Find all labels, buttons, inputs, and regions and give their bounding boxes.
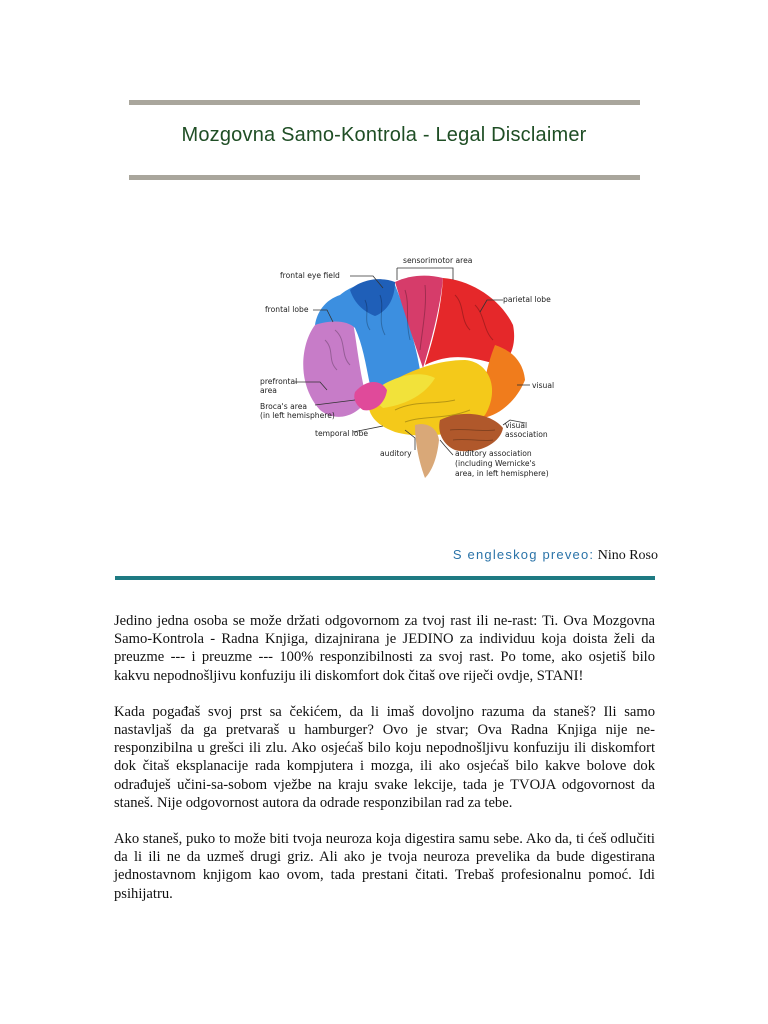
- cerebellum-shape: [439, 414, 503, 451]
- label-sensorimotor: sensorimotor area: [403, 256, 473, 265]
- label-frontal-lobe: frontal lobe: [265, 305, 309, 314]
- top-rule: [129, 100, 640, 105]
- label-temporal-lobe: temporal lobe: [315, 429, 369, 438]
- paragraph-1: Jedino jedna osoba se može držati odgovornom za tvoj rast ili ne-rast: Ti. Ova Mozgovna Samo-Kontrola - Radna Knjiga, dizajnirana je JEDINO za individuu koja doista želi da preuzme --- i preuzme --- 100% responzibilnosti za svoj rast. Po tome, ako osjetiš bilo kakvu nepodnošljivu konfuziju ili diskomfort dok čitaš ove riječi ovdje, STANI!: [114, 613, 655, 684]
- label-prefrontal-2: area: [260, 386, 277, 395]
- label-prefrontal-1: prefrontal: [260, 377, 298, 386]
- label-broca-1: Broca's area: [260, 402, 308, 411]
- label-visual: visual: [532, 381, 555, 390]
- page-title: Mozgovna Samo-Kontrola - Legal Disclaimer: [181, 124, 587, 146]
- label-auditory-assoc-1: auditory association: [455, 449, 532, 458]
- label-visual-assoc-1: visual: [505, 421, 528, 430]
- disclaimer-body: [114, 612, 655, 921]
- title-bottom-rule: [129, 175, 640, 180]
- label-auditory-assoc-2: (including Wernicke's: [455, 459, 536, 468]
- translator-credit: [453, 547, 658, 564]
- paragraph-3: Ako staneš, puko to može biti tvoja neuroza koja digestira samu sebe. Ako da, ti ćeš odlučiti da li ili ne da uzmeš drugi griz. Ali ako je tvoja neuroza prevelika da bude digestirana jednostavnom knjigom kao ovom, tada prestani čitati. Trebaš profesionalnu pomoć. Idi psihijatru.: [114, 831, 655, 902]
- credit-name: Nino Roso: [597, 548, 658, 563]
- label-parietal-lobe: parietal lobe: [503, 295, 551, 304]
- label-auditory-assoc-3: area, in left hemisphere): [455, 469, 549, 478]
- credit-lead: S engleskog preveo:: [452, 547, 595, 562]
- label-visual-assoc-2: association: [505, 430, 548, 439]
- label-frontal-eye: frontal eye field: [280, 271, 340, 280]
- teal-divider: [115, 576, 655, 580]
- brainstem-shape: [415, 424, 439, 478]
- paragraph-2: Kada pogađaš svoj prst sa čekićem, da li imaš dovoljno razuma da staneš? Ili samo nastavljaš da ga pretvaraš u hamburger? Ovo je stvar; Ova Radna Knjiga nije ne-responzibilna u grešci ili zlu. Ako osjećaš bilo koju nepodnošljivu konfuziju ili diskomfort dok čitaš eksplanacije rada kompjutera i mozga, ili ako osjećaš bilo kakve bolove dok odrađuješ učini-sa-sobom vježbe na kraju svake lekcije, tada je TVOJA odgovornost da staneš. Nije odgovornost autora da odrade responzibilan rad za tebe.: [114, 703, 655, 811]
- brain-diagram: [255, 250, 565, 490]
- label-auditory: auditory: [380, 449, 412, 458]
- label-broca-2: (in left hemisphere): [260, 411, 335, 420]
